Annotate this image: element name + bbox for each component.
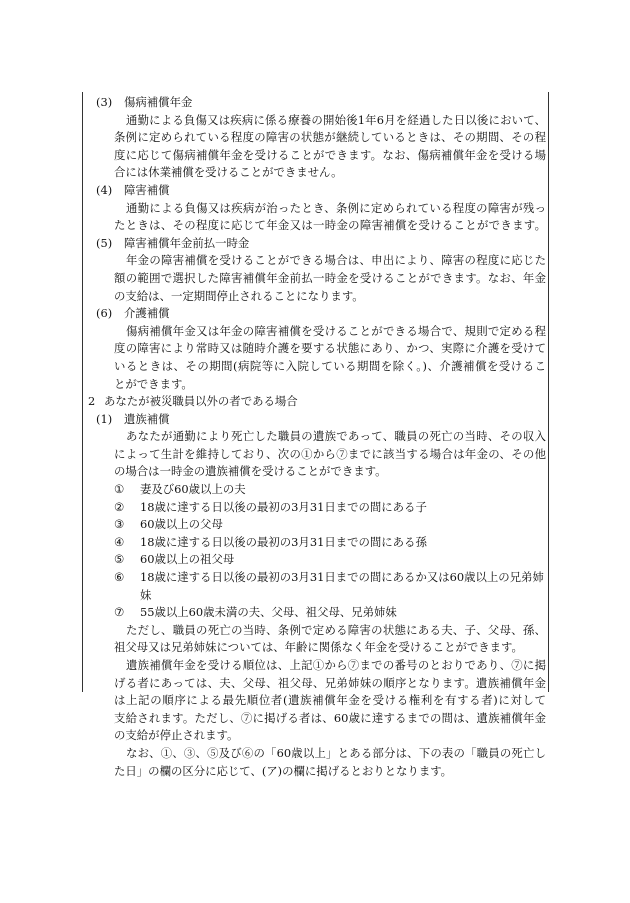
section-heading-5: (5) 障害補償年金前払一時金: [96, 235, 250, 250]
paragraph-line: によって生計を維持しており、次の①から⑦までに該当する場合は年金の、その他: [114, 446, 546, 461]
section-heading-6: (6) 介護補償: [96, 306, 170, 321]
paragraph-line: 額の範囲で選択した障害補償年金前払一時金を受けることができます。なお、年金: [114, 270, 546, 285]
paragraph-line: の支給が停止されます。: [114, 728, 239, 743]
paragraph-line: 通勤による負傷又は疾病に係る療養の開始後1年6月を経過した日以後において、: [126, 112, 546, 127]
paragraph-line: た日」の欄の区分に応じて、(ア)の欄に掲げるとおりとなります。: [114, 763, 453, 778]
list-item: ⑤ 60歳以上の祖父母: [114, 552, 235, 567]
paragraph-line: たときは、その程度に応じて年金又は一時金の障害補償を受けることができます。: [114, 218, 546, 233]
paragraph-line: ただし、職員の死亡の当時、条例で定める障害の状態にある夫、子、父母、孫、: [126, 622, 546, 637]
section-heading-survivor: (1) 遺族補償: [96, 411, 170, 426]
list-item: ⑥ 18歳に達する日以後の最初の3月31日までの間にあるか又は60歳以上の兄弟姉: [114, 570, 544, 585]
section-heading-4: (4) 障害補償: [96, 182, 170, 197]
paragraph-line: 遺族補償年金を受ける順位は、上記①から⑦までの番号のとおりであり、⑦に掲: [126, 658, 546, 672]
paragraph-line: なお、①、③、⑤及び⑥の「60歳以上」とある部分は、下の表の「職員の死亡し: [126, 745, 546, 760]
list-item: ⑦ 55歳以上60歳未満の夫、父母、祖父母、兄弟姉妹: [114, 605, 397, 620]
paragraph-line: 度の障害により常時又は随時介護を要する状態にあり、かつ、実際に介護を受けて: [114, 341, 546, 356]
paragraph-line: いるときは、その期間(病院等に入院している期間を除く。)、介護補償を受けるこ: [114, 358, 546, 373]
paragraph-line: げる者にあっては、夫、父母、祖父母、兄弟姉妹の順序となります。遺族補償年金: [114, 675, 546, 690]
list-item: ④ 18歳に達する日以後の最初の3月31日までの間にある孫: [114, 534, 427, 549]
paragraph-line: あなたが通勤により死亡した職員の遺族であって、職員の死亡の当時、その収入: [126, 429, 546, 444]
paragraph-line: 傷病補償年金又は年金の障害補償を受けることができる場合で、規則で定める程: [126, 323, 546, 338]
paragraph-line: 支給されます。ただし、⑦に掲げる者は、60歳に達するまでの間は、遺族補償年金: [114, 710, 546, 725]
paragraph-line: は上記の順序による最先順位者(遺族補償年金を受ける権利を有する者)に対して: [114, 693, 546, 708]
list-item: ② 18歳に達する日以後の最初の3月31日までの間にある子: [114, 499, 427, 514]
document-body: [86, 94, 546, 780]
right-border-line: [548, 92, 549, 692]
paragraph-line: 通勤による負傷又は疾病が治ったとき、条例に定められている程度の障害が残っ: [126, 200, 546, 215]
section-heading-3: (3) 傷病補償年金: [96, 95, 193, 109]
paragraph-line: 年金の障害補償を受けることができる場合は、申出により、障害の程度に応じた: [126, 253, 546, 268]
paragraph-line: とができます。: [114, 376, 193, 391]
paragraph-line: 祖父母又は兄弟姉妹については、年齢に関係なく年金を受けることができます。: [114, 640, 523, 655]
paragraph-line: の支給は、一定期間停止されることになります。: [114, 288, 364, 303]
part-heading-2: 2 あなたが被災職員以外の者である場合: [88, 394, 298, 409]
paragraph-line: 条例に定められている程度の障害の状態が継続しているときは、その期間、その程: [114, 130, 546, 145]
list-item: ① 妻及び60歳以上の夫: [114, 482, 246, 497]
list-item: ③ 60歳以上の父母: [114, 517, 223, 532]
paragraph-line: 度に応じて傷病補償年金を受けることができます。なお、傷病補償年金を受ける場: [114, 147, 546, 162]
paragraph-line: の場合は一時金の遺族補償を受けることができます。: [114, 464, 387, 479]
list-item-continuation: 妹: [140, 587, 152, 602]
paragraph-line: 合には休業補償を受けることができません。: [114, 165, 343, 180]
left-border-line: [82, 92, 83, 692]
